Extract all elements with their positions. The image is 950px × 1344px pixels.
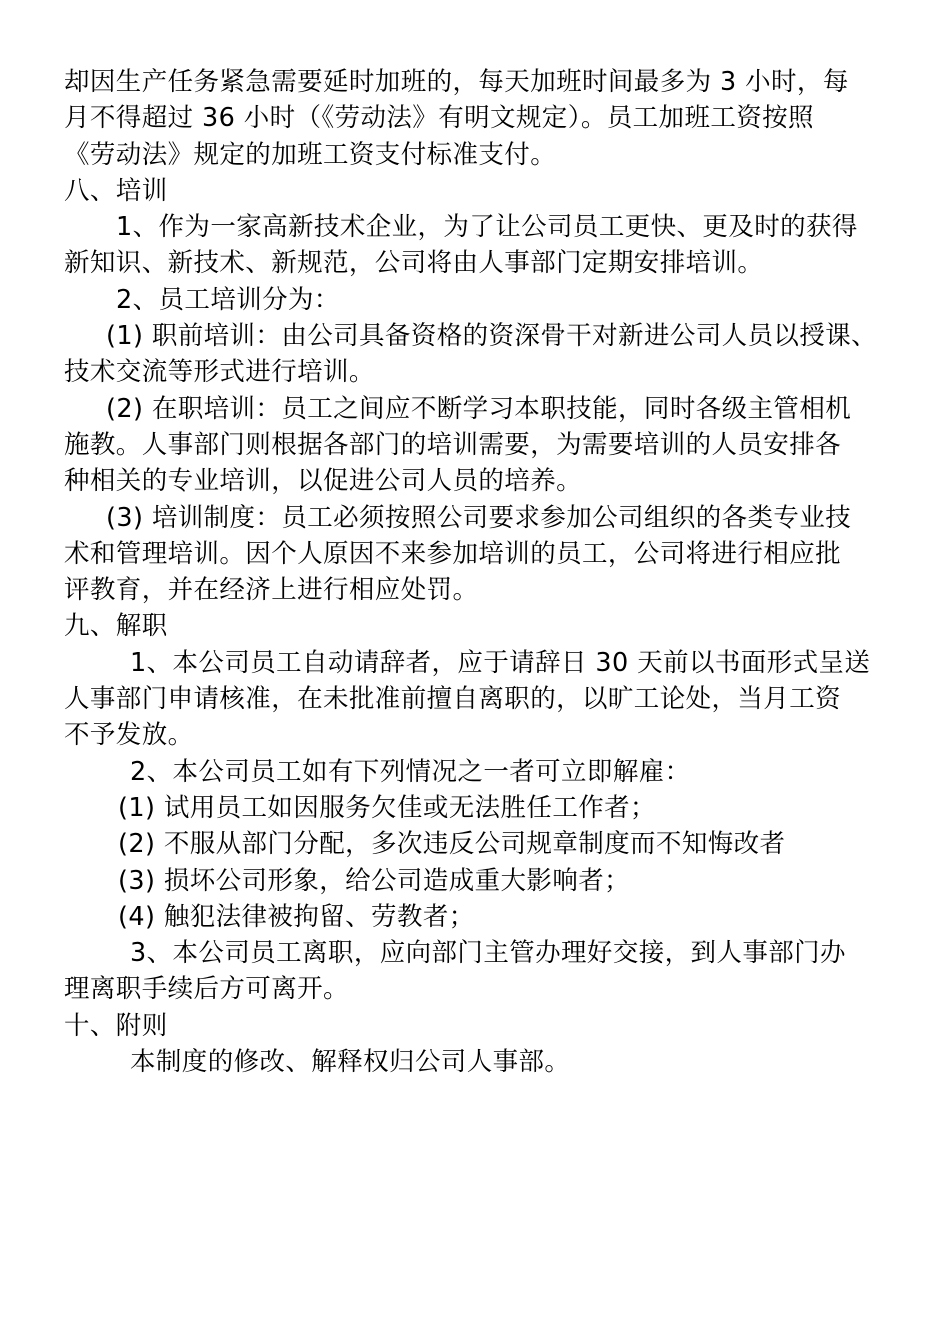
- body-text-line: 1、本公司员工自动请辞者，应于请辞日 30 天前以书面形式呈送: [130, 647, 871, 678]
- body-text-line: 2、本公司员工如有下列情况之一者可立即解雇：: [130, 756, 691, 787]
- body-text-line: 月不得超过 36 小时（《劳动法》有明文规定）。员工加班工资按照: [64, 103, 814, 134]
- body-text-line: 种相关的专业培训，以促进公司人员的培养。: [64, 466, 583, 497]
- list-item: (3) 培训制度：员工必须按照公司要求参加公司组织的各类专业技: [106, 502, 852, 533]
- body-text-line: 人事部门申请核准，在未批准前擅自离职的，以旷工论处，当月工资: [64, 684, 842, 715]
- list-item: (4) 触犯法律被拘留、劳教者；: [118, 901, 475, 932]
- body-text-line: 1、作为一家高新技术企业，为了让公司员工更快、更及时的获得: [116, 212, 858, 243]
- list-item: (2) 在职培训：员工之间应不断学习本职技能，同时各级主管相机: [106, 393, 852, 424]
- body-text-line: 理离职手续后方可离开。: [64, 974, 349, 1005]
- body-text-line: 术和管理培训。因个人原因不来参加培训的员工，公司将进行相应批: [64, 538, 842, 569]
- list-item: (1) 试用员工如因服务欠佳或无法胜任工作者；: [118, 792, 656, 823]
- section-heading-dismissal: 九、解职: [64, 611, 168, 642]
- body-text-line: 不予发放。: [64, 720, 194, 751]
- body-text-line: 2、员工培训分为：: [116, 284, 340, 315]
- body-text-line: 《劳动法》规定的加班工资支付标准支付。: [64, 139, 557, 170]
- section-heading-appendix: 十、附则: [64, 1010, 168, 1041]
- body-text-line: 施教。人事部门则根据各部门的培训需要，为需要培训的人员安排各: [64, 429, 842, 460]
- body-text-line: 技术交流等形式进行培训。: [64, 357, 375, 388]
- body-text-line: 本制度的修改、解释权归公司人事部。: [130, 1047, 571, 1078]
- section-heading-training: 八、培训: [64, 175, 168, 206]
- body-text-line: 评教育，并在经济上进行相应处罚。: [64, 575, 479, 606]
- list-item: (3) 损坏公司形象，给公司造成重大影响者；: [118, 865, 631, 896]
- body-text-line: 3、本公司员工离职，应向部门主管办理好交接，到人事部门办: [130, 938, 846, 969]
- document-page: [64, 64, 904, 1080]
- body-text-line: 新知识、新技术、新规范，公司将由人事部门定期安排培训。: [64, 248, 764, 279]
- list-item: (1) 职前培训：由公司具备资格的资深骨干对新进公司人员以授课、: [106, 321, 878, 352]
- list-item: (2) 不服从部门分配，多次违反公司规章制度而不知悔改者: [118, 829, 786, 860]
- body-text-line: 却因生产任务紧急需要延时加班的，每天加班时间最多为 3 小时，每: [64, 67, 849, 97]
